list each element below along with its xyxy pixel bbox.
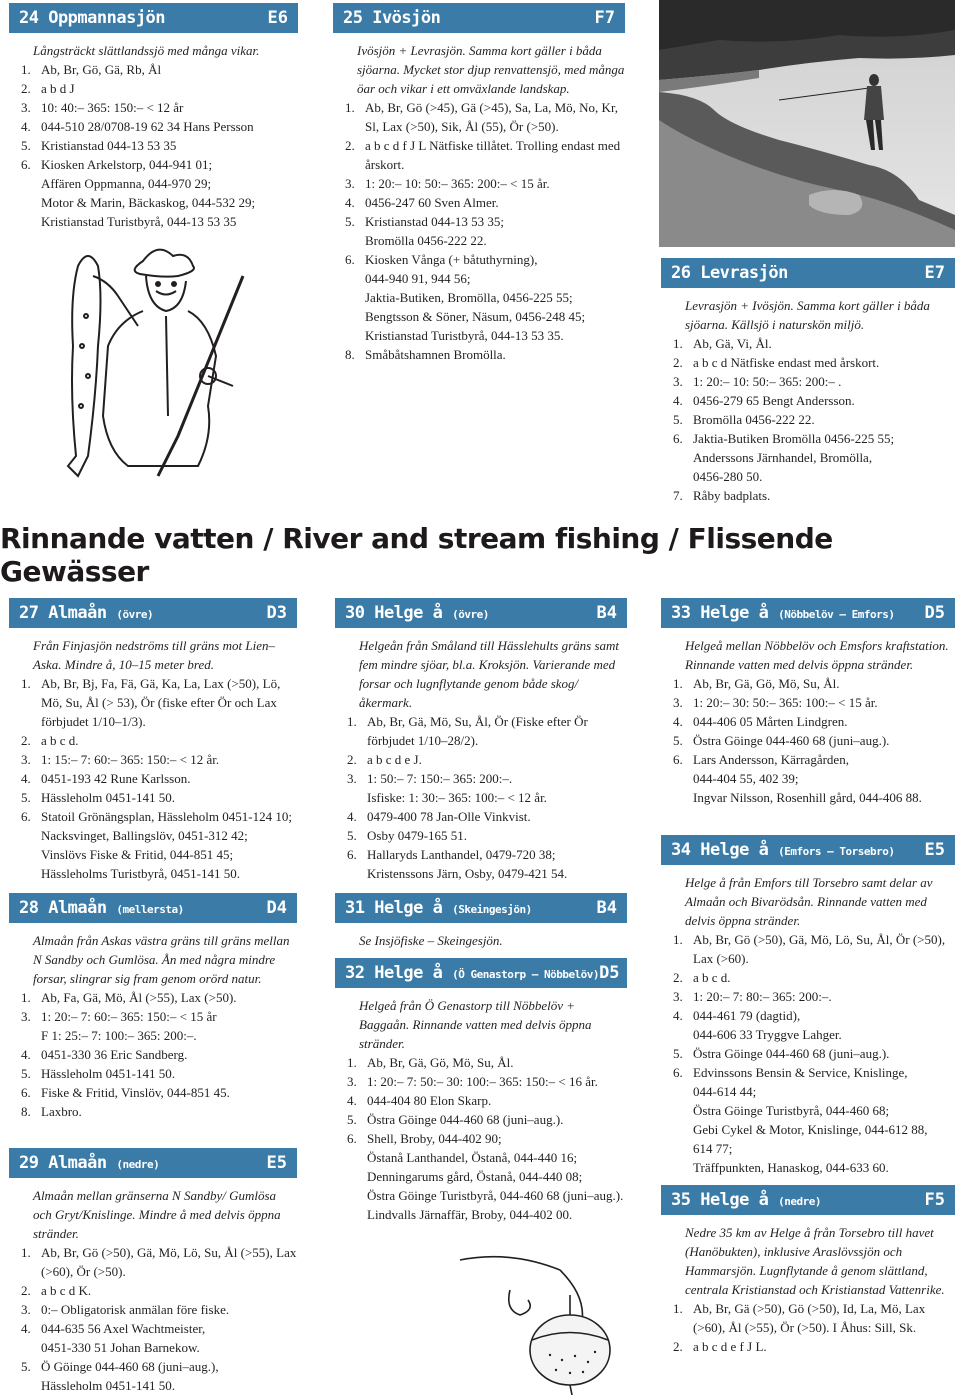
section-header: [661, 835, 955, 865]
list-item-number: 8.: [21, 1104, 31, 1119]
section-header: [9, 3, 298, 33]
list-item: [347, 826, 627, 845]
list-item-text: Ö Göinge 044-460 68 (juni–aug.), Hässleholm 0451-141 50.: [41, 1359, 219, 1393]
section-title: [671, 603, 894, 623]
list-item-text: a b c d e J.: [367, 752, 422, 767]
list-item-number: 3.: [21, 100, 31, 115]
list-item-text: Råby badplats.: [693, 488, 771, 503]
section-title-text: 34 Helge å: [671, 840, 769, 860]
list-item-text: Kiosken Vånga (+ båtuthyrning), 044-940 91, 944 56; Jaktia-Butiken, Bromölla, 0456-225 55; Bengtsson & Söner, Näsum, 0456-248 45; Kristianstad Turistbyrå, 044-13 53 35.: [365, 252, 586, 343]
list-item: [673, 674, 955, 693]
section-header: [661, 598, 955, 628]
section-34: [661, 835, 955, 1177]
list-item-text: a b c d Nätfiske endast med årskort.: [693, 355, 880, 370]
list-item-number: 3.: [347, 771, 357, 786]
map-grid-code: F5: [924, 1190, 945, 1210]
list-item-text: Jaktia-Butiken Bromölla 0456-225 55; Anderssons Järnhandel, Bromölla, 0456-280 50.: [693, 431, 895, 484]
list-item-text: Laxbro.: [41, 1104, 82, 1119]
section-31: [335, 893, 627, 950]
info-list: [21, 674, 297, 883]
list-item-number: 6.: [21, 1085, 31, 1100]
list-item-text: 10: 40:– 365: 150:– < 12 år: [41, 100, 184, 115]
list-item-text: 1: 50:– 7: 150:– 365: 200:–. Isfiske: 1: 30:– 365: 100:– < 12 år.: [367, 771, 547, 805]
map-grid-code: E5: [924, 840, 945, 860]
info-list: [21, 988, 297, 1121]
list-item: [21, 674, 297, 731]
map-grid-code: D3: [266, 603, 287, 623]
section-title: [19, 8, 165, 28]
list-item-text: 0456-247 60 Sven Almer.: [365, 195, 499, 210]
section-title: [671, 263, 788, 283]
section-subtitle: (övre): [452, 608, 489, 621]
list-item-text: a b c d f J L Nätfiske tillåtet. Trolling endast med årskort.: [365, 138, 621, 172]
list-item-number: 3.: [21, 752, 31, 767]
list-item: [21, 1281, 297, 1300]
list-item-text: 1: 15:– 7: 60:– 365: 150:– < 12 år.: [41, 752, 220, 767]
list-item-text: Kristianstad 044-13 53 35; Bromölla 0456-222 22.: [365, 214, 505, 248]
list-item-text: 1: 20:– 7: 80:– 365: 200:–.: [693, 989, 832, 1004]
section-title-text: 35 Helge å: [671, 1190, 769, 1210]
list-item-number: 1.: [21, 1245, 31, 1260]
list-item-number: 3.: [673, 374, 683, 389]
list-item-number: 5.: [21, 1359, 31, 1374]
list-item-number: 6.: [673, 752, 683, 767]
list-item: [673, 1337, 955, 1356]
list-item: [347, 807, 627, 826]
list-item: [347, 1110, 627, 1129]
list-item: [21, 155, 298, 231]
fishing-float-illustration: [450, 1230, 640, 1395]
list-item-number: 5.: [673, 412, 683, 427]
list-item-number: 5.: [21, 138, 31, 153]
map-grid-code: E5: [266, 1153, 287, 1173]
list-item-number: 2.: [345, 138, 355, 153]
list-item-text: 1: 20:– 7: 50:– 30: 100:– 365: 150:– < 16 år.: [367, 1074, 598, 1089]
section-header: [335, 598, 627, 628]
list-item-text: 0451-193 42 Rune Karlsson.: [41, 771, 191, 786]
list-item-number: 2.: [21, 733, 31, 748]
list-item: [347, 1072, 627, 1091]
section-description: Från Finjasjön nedströms till gräns mot Lien–Aska. Mindre å, 10–15 meter bred.: [33, 638, 275, 672]
list-item: [345, 250, 625, 345]
list-item-number: 3.: [21, 1009, 31, 1024]
list-item-number: 4.: [347, 809, 357, 824]
section-subtitle: (Skeingesjön): [452, 903, 532, 916]
list-item-number: 4.: [673, 1008, 683, 1023]
section-subtitle: (Nöbbelöv – Emfors): [778, 608, 895, 621]
list-item-text: Hässleholm 0451-141 50.: [41, 1066, 175, 1081]
section-24: [9, 3, 298, 231]
list-item-number: 4.: [345, 195, 355, 210]
section-35: [661, 1185, 955, 1356]
fisherman-illustration: [48, 236, 248, 486]
section-title-text: 27 Almaån: [19, 603, 107, 623]
list-item-number: 1.: [21, 676, 31, 691]
info-list: [21, 60, 298, 231]
section-title: [19, 1153, 159, 1173]
section-description: Helge å från Emfors till Torsebro samt delar av Almaån och Bivarödsån. Rinnande vatten med delvis öppna stränder.: [685, 875, 933, 928]
map-grid-code: E6: [267, 8, 288, 28]
map-grid-code: E7: [924, 263, 945, 283]
list-item-text: Hässleholm 0451-141 50.: [41, 790, 175, 805]
list-item: [673, 391, 955, 410]
list-item-number: 2.: [673, 355, 683, 370]
section-title: [671, 1190, 821, 1210]
section-25: [333, 3, 625, 364]
list-item: [21, 1007, 297, 1045]
list-item-text: Östra Göinge 044-460 68 (juni–aug.).: [693, 1046, 890, 1061]
map-grid-code: B4: [596, 898, 617, 918]
list-item-text: Fiske & Fritid, Vinslöv, 044-851 45.: [41, 1085, 230, 1100]
list-item-number: 4.: [673, 393, 683, 408]
list-item: [673, 987, 955, 1006]
list-item-number: 6.: [21, 809, 31, 824]
list-item-number: 1.: [345, 100, 355, 115]
list-item-text: 044-635 56 Axel Wachtmeister, 0451-330 51 Johan Barnekow.: [41, 1321, 206, 1355]
section-subtitle: (nedre): [116, 1158, 160, 1171]
section-header: [335, 958, 627, 988]
list-item-text: Edvinssons Bensin & Service, Knislinge, 044-614 44; Östra Göinge Turistbyrå, 044-460 68; Gebi Cykel & Motor, Knislinge, 044-612 88, 614 77; Träffpunkten, Hanaskog, 044-633 60.: [693, 1065, 928, 1175]
section-title: [19, 603, 153, 623]
list-item-text: 1: 20:– 10: 50:– 365: 200:– < 15 år.: [365, 176, 550, 191]
section-title-text: 30 Helge å: [345, 603, 443, 623]
list-item-text: Ab, Br, Gö, Gä, Rb, Ål: [41, 62, 162, 77]
list-item-text: 0:– Obligatorisk anmälan före fiske.: [41, 1302, 230, 1317]
list-item-text: Lars Andersson, Kärragården, 044-404 55, 402 39; Ingvar Nilsson, Rosenhill gård, 044-406 88.: [693, 752, 922, 805]
section-description: Almaån mellan gränserna N Sandby/ Gumlösa och Gryt/Knislinge. Mindre å med delvis öppna stränder.: [33, 1188, 281, 1241]
list-item: [673, 693, 955, 712]
section-header: [9, 893, 297, 923]
list-item-text: Ab, Br, Gä (>50), Gö (>50), Id, La, Mö, Lax (>60), Ål (>55), Ör (>50). I Åhus: Sill, Sk.: [693, 1301, 926, 1335]
list-item: [21, 988, 297, 1007]
list-item-number: 4.: [21, 119, 31, 134]
list-item-number: 4.: [21, 771, 31, 786]
list-item: [347, 769, 627, 807]
list-item-text: 044-461 79 (dagtid), 044-606 33 Tryggve Lahger.: [693, 1008, 842, 1042]
section-header: [9, 598, 297, 628]
section-header: [335, 893, 627, 923]
section-description: Helgeå från Ö Genastorp till Nöbbelöv + Baggaån. Rinnande vatten med delvis öppna stränder.: [359, 998, 592, 1051]
list-item: [347, 1129, 627, 1224]
list-item: [21, 788, 297, 807]
list-item-text: Statoil Grönängsplan, Hässleholm 0451-124 10; Nacksvinget, Ballingslöv, 0451-312 42; Vinslövs Fiske & Fritid, 044-851 45; Hässleholms Turistbyrå, 0451-141 50.: [41, 809, 292, 881]
list-item-number: 2.: [21, 1283, 31, 1298]
list-item-number: 1.: [673, 1301, 683, 1316]
list-item-text: Ab, Br, Gä, Mö, Su, Ål, Ör (Fiske efter Ör förbjudet 1/10–28/2).: [367, 714, 588, 748]
info-list: [673, 1299, 955, 1356]
list-item-text: 044-510 28/0708-19 62 34 Hans Persson: [41, 119, 254, 134]
list-item-number: 6.: [21, 157, 31, 172]
list-item-text: Ab, Br, Gö (>50), Gä, Mö, Lö, Su, Ål, Ör (>50), Lax (>60).: [693, 932, 946, 966]
list-item-number: 2.: [21, 81, 31, 96]
list-item-text: a b c d K.: [41, 1283, 92, 1298]
list-item: [21, 98, 298, 117]
list-item-text: Småbåtshamnen Bromölla.: [365, 347, 506, 362]
section-30: [335, 598, 627, 883]
list-item: [673, 334, 955, 353]
list-item-number: 5.: [347, 828, 357, 843]
section-description: Ivösjön + Levrasjön. Samma kort gäller i båda sjöarna. Mycket stor djup renvattensjö, med många öar och vikar i ett omväxlande landskap.: [357, 43, 625, 96]
section-title: [345, 603, 489, 623]
list-item: [21, 1357, 297, 1395]
list-item: [673, 1299, 955, 1337]
list-item-text: Östra Göinge 044-460 68 (juni–aug.).: [367, 1112, 564, 1127]
section-27: [9, 598, 297, 883]
list-item-number: 3.: [673, 989, 683, 1004]
section-description: Nedre 35 km av Helge å från Torsebro till havet (Hanöbukten), inklusive Araslövssjön och Hammarsjön. Lugnflytande å genom slättland, centrala Kristianstad och Kristianstad Vattenrike.: [685, 1225, 945, 1297]
section-header: [661, 258, 955, 288]
list-item: [673, 930, 955, 968]
list-item-number: 4.: [21, 1321, 31, 1336]
section-subtitle: (mellersta): [116, 903, 184, 916]
list-item-text: 0479-400 78 Jan-Olle Vinkvist.: [367, 809, 531, 824]
list-item: [673, 410, 955, 429]
list-item-text: Ab, Fa, Gä, Mö, Ål (>55), Lax (>50).: [41, 990, 237, 1005]
section-title-text: 32 Helge å: [345, 963, 443, 983]
map-grid-code: D4: [266, 898, 287, 918]
section-title: [19, 898, 184, 918]
list-item: [347, 1091, 627, 1110]
list-item-number: 3.: [21, 1302, 31, 1317]
section-29: [9, 1148, 297, 1395]
section-title-text: 33 Helge å: [671, 603, 769, 623]
list-item-number: 3.: [673, 695, 683, 710]
section-title: [671, 840, 894, 860]
list-item-number: 4.: [21, 1047, 31, 1062]
section-title: [343, 8, 440, 28]
list-item-text: 0451-330 36 Eric Sandberg.: [41, 1047, 188, 1062]
list-item-text: Kristianstad 044-13 53 35: [41, 138, 177, 153]
list-item-text: 1: 20:– 30: 50:– 365: 100:– < 15 år.: [693, 695, 878, 710]
section-title-text: 31 Helge å: [345, 898, 443, 918]
map-grid-code: F7: [594, 8, 615, 28]
list-item-text: a b d J: [41, 81, 75, 96]
list-item-number: 1.: [673, 336, 683, 351]
section-28: [9, 893, 297, 1121]
list-item-text: Kiosken Arkelstorp, 044-941 01; Affären Oppmanna, 044-970 29; Motor & Marin, Bäckaskog, 044-532 29; Kristianstad Turistbyrå, 044-13 53 35: [41, 157, 256, 229]
section-description: Helgeå mellan Nöbbelöv och Emsfors kraftstation. Rinnande vatten med delvis öppna stränder.: [685, 638, 949, 672]
list-item-number: 5.: [345, 214, 355, 229]
list-item-number: 7.: [673, 488, 683, 503]
list-item-number: 1.: [21, 62, 31, 77]
info-list: [347, 712, 627, 883]
list-item-number: 6.: [347, 1131, 357, 1146]
list-item-text: Ab, Br, Gö (>50), Gä, Mö, Lö, Su, Ål (>55), Lax (>60), Ör (>50).: [41, 1245, 297, 1279]
list-item-number: 8.: [345, 347, 355, 362]
section-header: [661, 1185, 955, 1215]
list-item: [345, 212, 625, 250]
list-item-text: 1: 20:– 7: 60:– 365: 150:– < 15 år F 1: 25:– 7: 100:– 365: 200:–.: [41, 1009, 217, 1043]
list-item-text: Shell, Broby, 044-402 90; Östanå Lanthandel, Östanå, 044-440 16; Denningarums gård, Östanå, 044-440 08; Östra Göinge Turistbyrå, 044-460 68 (juni–aug.). Lindvalls Järnaffär, Broby, 044-402 00.: [367, 1131, 624, 1222]
list-item: [21, 807, 297, 883]
list-item-number: 1.: [673, 676, 683, 691]
list-item-text: Ab, Br, Gä, Gö, Mö, Su, Ål.: [367, 1055, 514, 1070]
section-33: [661, 598, 955, 807]
list-item: [673, 353, 955, 372]
list-item: [347, 845, 627, 883]
list-item-number: 3.: [347, 1074, 357, 1089]
section-title-text: 26 Levrasjön: [671, 263, 788, 283]
list-item-number: 6.: [345, 252, 355, 267]
section-subtitle: (nedre): [778, 1195, 821, 1208]
section-title-text: 29 Almaån: [19, 1153, 107, 1173]
list-item: [673, 1044, 955, 1063]
list-item: [673, 712, 955, 731]
map-grid-code: D5: [924, 603, 945, 623]
info-list: [347, 1053, 627, 1224]
list-item: [345, 98, 625, 136]
section-description: Levrasjön + Ivösjön. Samma kort gäller i båda sjöarna. Källsjö i naturskön miljö.: [685, 298, 930, 332]
list-item-number: 2.: [673, 1339, 683, 1354]
list-item-text: 044-406 05 Mårten Lindgren.: [693, 714, 848, 729]
list-item-number: 5.: [673, 1046, 683, 1061]
map-grid-code: D5: [599, 963, 620, 983]
list-item: [21, 731, 297, 750]
list-item: [673, 750, 955, 807]
list-item: [345, 174, 625, 193]
section-description: Se Insjöfiske – Skeingesjön.: [359, 933, 503, 948]
list-item: [347, 712, 627, 750]
list-item-text: Osby 0479-165 51.: [367, 828, 468, 843]
list-item-number: 5.: [347, 1112, 357, 1127]
list-item: [21, 1243, 297, 1281]
list-item-number: 6.: [673, 431, 683, 446]
list-item-text: Östra Göinge 044-460 68 (juni–aug.).: [693, 733, 890, 748]
section-subtitle: (Ö Genastorp – Nöbbelöv): [452, 968, 600, 981]
list-item-number: 1.: [21, 990, 31, 1005]
info-list: [345, 98, 625, 364]
list-item: [21, 1319, 297, 1357]
list-item: [21, 1102, 297, 1121]
section-subtitle: (övre): [116, 608, 154, 621]
list-item-number: 3.: [345, 176, 355, 191]
list-item: [21, 79, 298, 98]
list-item: [673, 429, 955, 486]
list-item: [21, 1064, 297, 1083]
list-item-number: 4.: [347, 1093, 357, 1108]
list-item-number: 5.: [673, 733, 683, 748]
list-item-text: Ab, Br, Gä, Gö, Mö, Su, Ål.: [693, 676, 840, 691]
section-title: [345, 898, 532, 918]
list-item-text: Hallaryds Lanthandel, 0479-720 38; Kristenssons Järn, Osby, 0479-421 54.: [367, 847, 568, 881]
section-header: [9, 1148, 297, 1178]
map-grid-code: B4: [596, 603, 617, 623]
list-item-text: 044-404 80 Elon Skarp.: [367, 1093, 492, 1108]
list-item: [21, 60, 298, 79]
list-item-text: a b c d.: [41, 733, 79, 748]
list-item: [21, 750, 297, 769]
list-item: [21, 769, 297, 788]
section-title-text: 25 Ivösjön: [343, 8, 441, 28]
list-item-number: 5.: [21, 790, 31, 805]
list-item: [673, 372, 955, 391]
list-item-text: Ab, Br, Bj, Fa, Fä, Gä, Ka, La, Lax (>50), Lö, Mö, Su, Ål (> 53), Ör (fiske efter Ör och Lax förbjudet 1/10–1/3).: [41, 676, 281, 729]
list-item-number: 1.: [673, 932, 683, 947]
section-banner: Rinnande vatten / River and stream fishing / Flissende Gewässer: [0, 522, 833, 588]
section-subtitle: (Emfors – Torsebro): [778, 845, 895, 858]
list-item-text: 1: 20:– 10: 50:– 365: 200:– .: [693, 374, 842, 389]
list-item-number: 1.: [347, 714, 357, 729]
list-item-text: a b c d e f J L.: [693, 1339, 767, 1354]
list-item: [345, 136, 625, 174]
lake-photo: [659, 0, 955, 247]
list-item: [673, 731, 955, 750]
section-description: Almaån från Askas västra gräns till gräns mellan N Sandby och Gumlösa. Ån med några mindre forsar, slingrar sig fram genom orörd natur.: [33, 933, 290, 986]
list-item: [673, 1063, 955, 1177]
info-list: [21, 1243, 297, 1395]
section-title-text: 28 Almaån: [19, 898, 107, 918]
list-item-text: Ab, Gä, Vi, Ål.: [693, 336, 772, 351]
section-32: [335, 958, 627, 1224]
list-item: [673, 1006, 955, 1044]
list-item: [21, 1300, 297, 1319]
info-list: [673, 674, 955, 807]
list-item-text: a b c d.: [693, 970, 731, 985]
list-item: [345, 345, 625, 364]
list-item: [345, 193, 625, 212]
list-item-number: 2.: [347, 752, 357, 767]
section-title: [345, 963, 599, 983]
list-item: [21, 1045, 297, 1064]
section-26: [661, 258, 955, 505]
list-item-text: Bromölla 0456-222 22.: [693, 412, 815, 427]
list-item: [21, 1083, 297, 1102]
section-description: Helgeån från Småland till Hässlehults gräns samt fem mindre sjöar, bl.a. Kroksjön. Varierande med forsar och lugnflytande genom både skog/åkermark.: [359, 638, 620, 710]
list-item-text: 0456-279 65 Bengt Andersson.: [693, 393, 855, 408]
list-item: [21, 117, 298, 136]
section-header: [333, 3, 625, 33]
info-list: [673, 334, 955, 505]
list-item-number: 6.: [347, 847, 357, 862]
list-item: [21, 136, 298, 155]
list-item-number: 4.: [673, 714, 683, 729]
list-item: [673, 486, 955, 505]
list-item: [347, 1053, 627, 1072]
list-item-number: 1.: [347, 1055, 357, 1070]
list-item-number: 2.: [673, 970, 683, 985]
list-item: [347, 750, 627, 769]
section-description: Långsträckt slättlandssjö med många vikar.: [33, 43, 260, 58]
list-item-number: 5.: [21, 1066, 31, 1081]
list-item-number: 6.: [673, 1065, 683, 1080]
section-title-text: 24 Oppmannasjön: [19, 8, 166, 28]
info-list: [673, 930, 955, 1177]
list-item-text: Ab, Br, Gö (>45), Gä (>45), Sa, La, Mö, No, Kr, Sl, Lax (>50), Sik, Ål (55), Ör (>50).: [365, 100, 618, 134]
list-item: [673, 968, 955, 987]
